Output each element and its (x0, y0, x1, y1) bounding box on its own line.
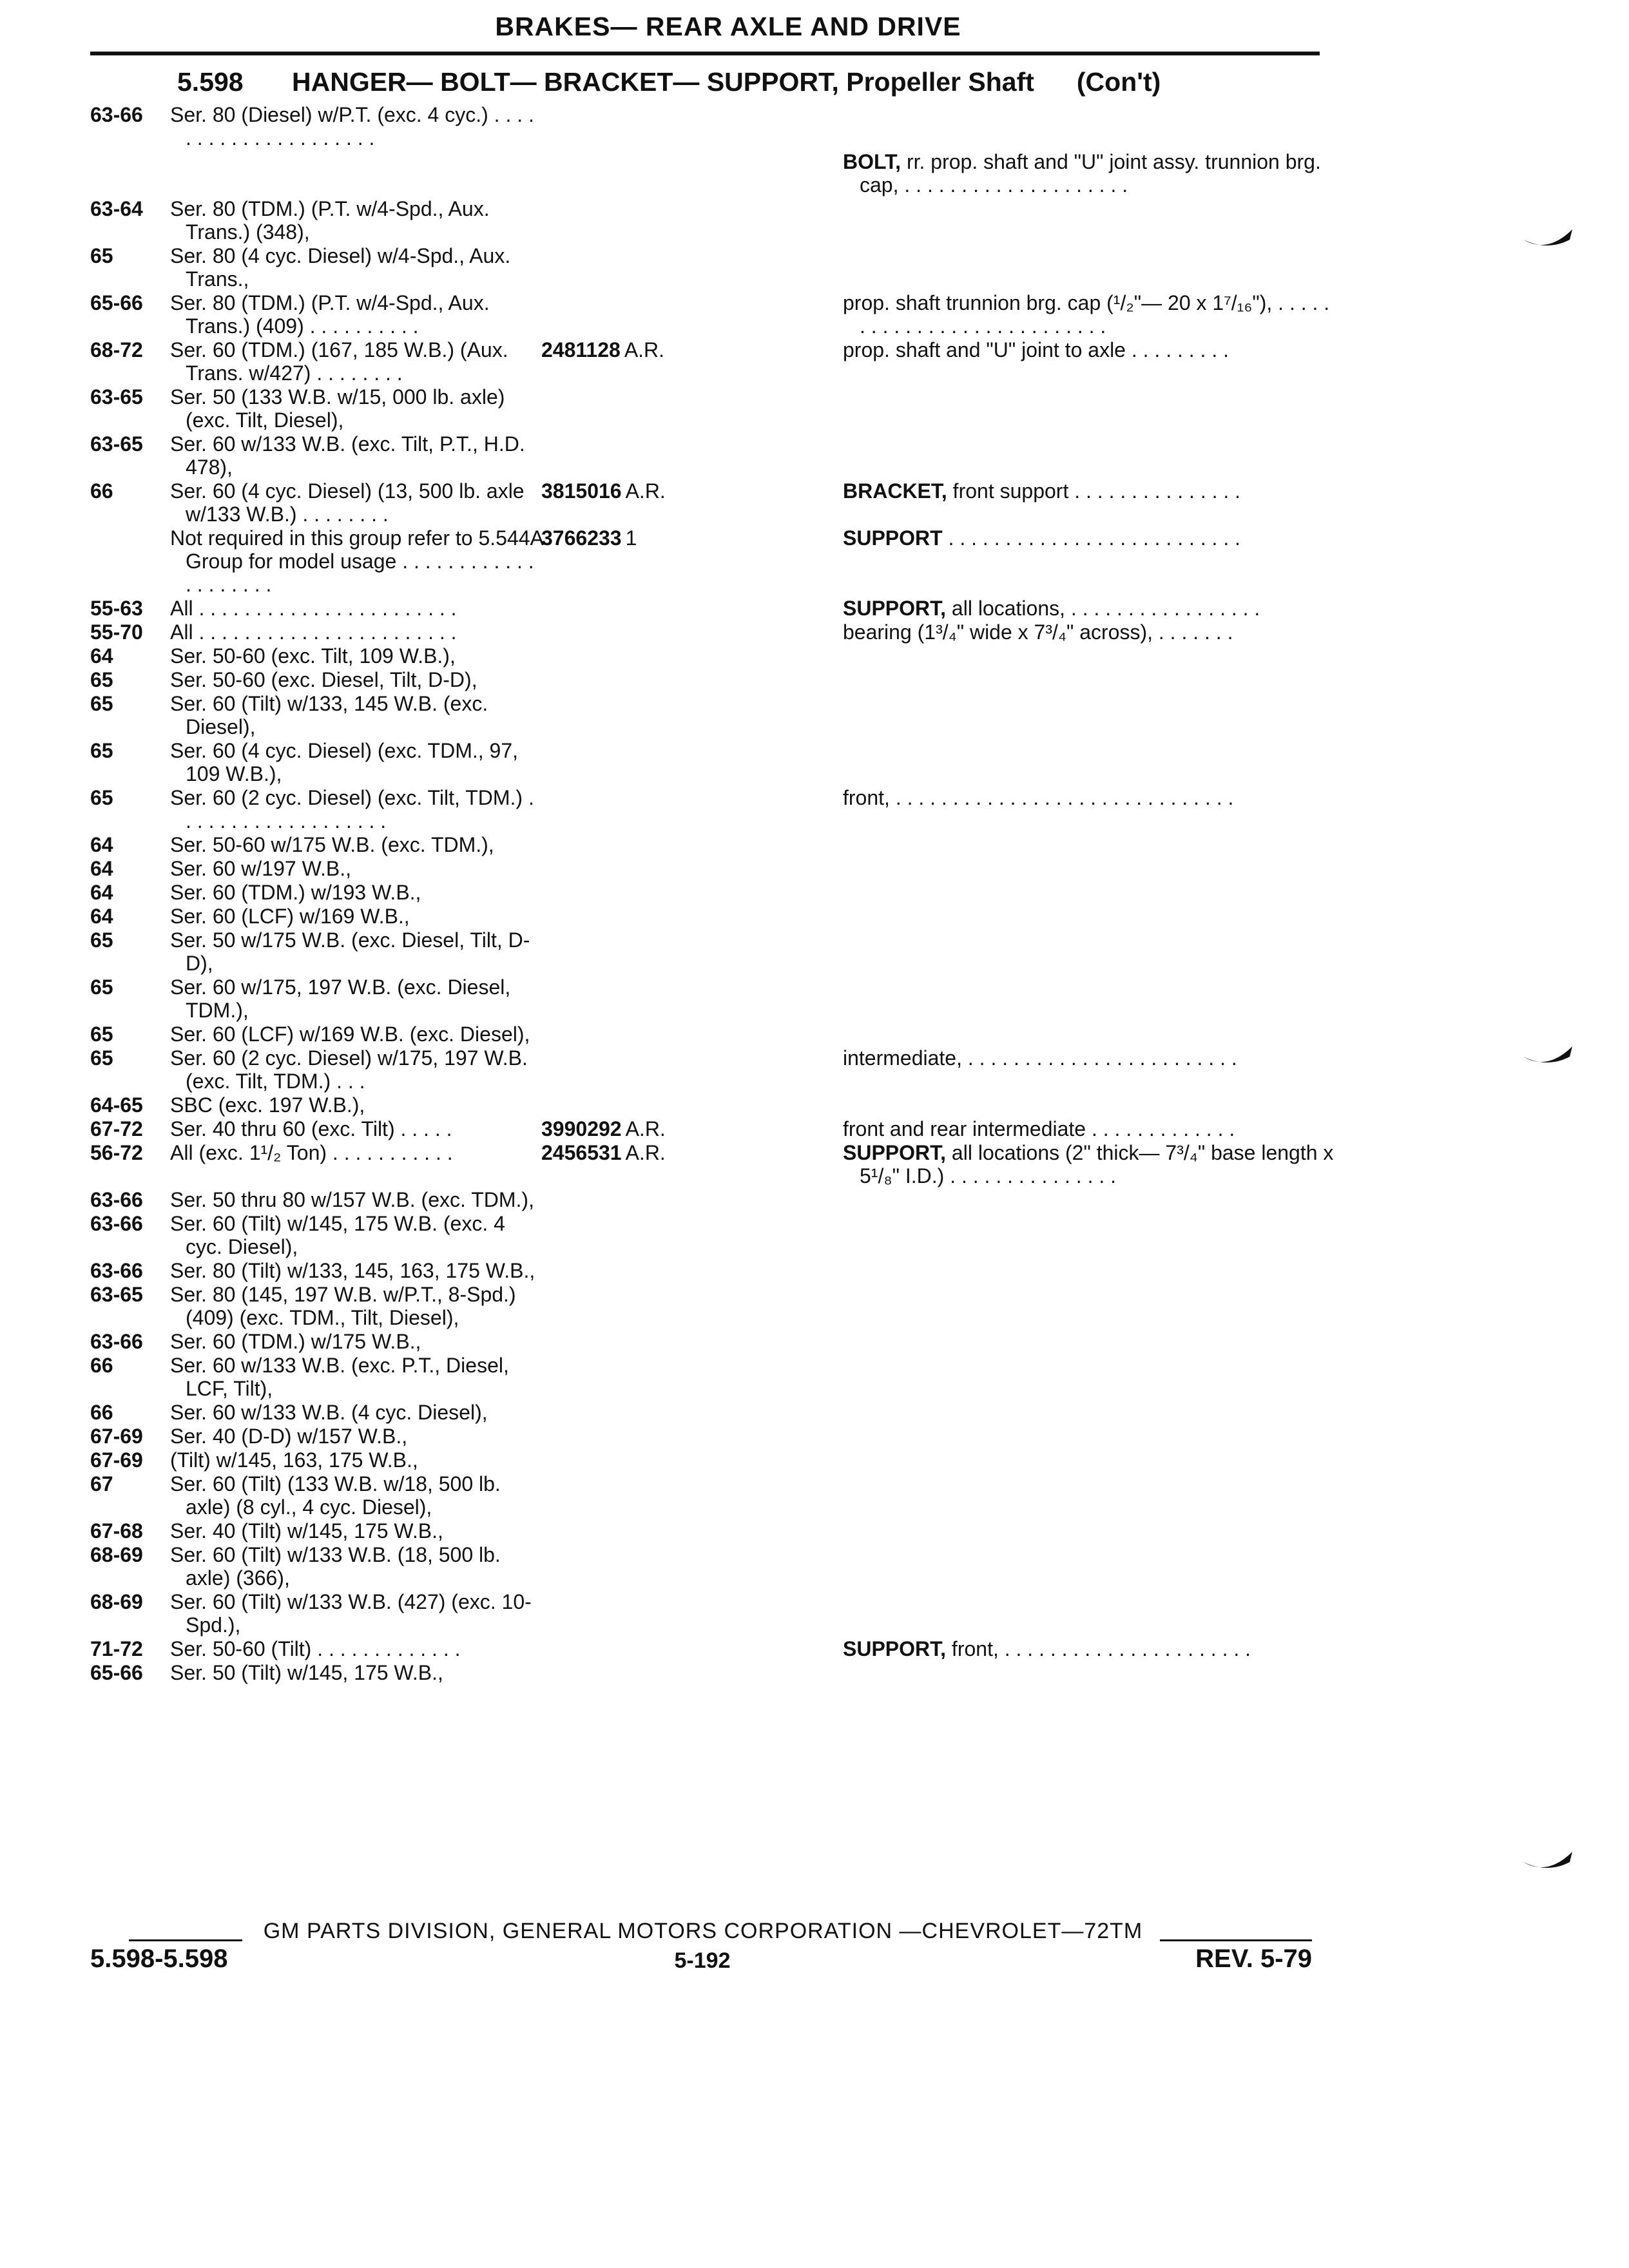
listing-row (0, 668, 1629, 692)
model-years: 63-65 (90, 1283, 143, 1306)
description (843, 338, 1336, 361)
description (843, 597, 1336, 620)
listing-row (0, 1472, 1629, 1519)
part-number-cell (541, 291, 696, 314)
part-number-cell (541, 597, 696, 620)
part-number: 2456531 (541, 1141, 622, 1164)
model-years: 63-66 (90, 1330, 143, 1353)
description-keyword: SUPPORT (843, 526, 943, 550)
listing-row (0, 1637, 1629, 1661)
part-number: 2481128 (541, 338, 621, 361)
part-number-cell (541, 668, 696, 691)
model-years: 65 (90, 1046, 113, 1070)
listing-row (0, 692, 1629, 739)
listing-row (0, 1141, 1629, 1188)
part-number-cell (541, 1212, 696, 1235)
part-number-cell (541, 1093, 696, 1117)
listing-row (0, 905, 1629, 928)
model-years: 65 (90, 975, 113, 999)
listing-row (0, 1519, 1629, 1543)
publisher-line: GM PARTS DIVISION, GENERAL MOTORS CORPORATION —CHEVROLET—72TM (263, 1919, 1143, 1943)
application: Ser. 60 (4 cyc. Diesel) (13, 500 lb. axle w/133 W.B.) . . . . . . . . (170, 479, 525, 526)
model-years: 65 (90, 692, 113, 715)
description-keyword: BRACKET, (843, 479, 947, 503)
listing-row (0, 244, 1629, 291)
description-text: front, . . . . . . . . . . . . . . . . . . . . . . . . . . . . . . (843, 786, 1234, 809)
quantity: A.R. (625, 479, 666, 503)
application: Ser. 60 (LCF) w/169 W.B., (170, 905, 410, 928)
description-text: front support . . . . . . . . . . . . . . . (947, 479, 1241, 503)
model-years: 64 (90, 905, 113, 928)
part-number-cell (541, 479, 696, 503)
model-years: 67 (90, 1472, 113, 1495)
listing-row (0, 479, 1629, 526)
description-keyword: SUPPORT, (843, 1637, 947, 1660)
part-number-cell (541, 1117, 696, 1140)
description (843, 1141, 1336, 1187)
parts-listing (0, 103, 1629, 1685)
model-years: 55-63 (90, 597, 143, 620)
part-number-cell (541, 1354, 696, 1377)
model-years: 56-72 (90, 1141, 143, 1164)
application: All . . . . . . . . . . . . . . . . . . . . . . . (170, 597, 457, 620)
application: Ser. 80 (Diesel) w/P.T. (exc. 4 cyc.) . . . . . . . . . . . . . . . . . . . . . (170, 103, 534, 149)
part-number-cell (541, 1425, 696, 1448)
listing-row (0, 432, 1629, 479)
listing-row (0, 1023, 1629, 1046)
model-years: 67-69 (90, 1448, 143, 1472)
part-number-cell (541, 1401, 696, 1424)
model-years: 71-72 (90, 1637, 143, 1660)
listing-row (0, 1188, 1629, 1212)
quantity: 1 (625, 526, 637, 550)
model-years: 64-65 (90, 1093, 143, 1117)
description (843, 786, 1336, 809)
application: Ser. 50-60 (exc. Tilt, 109 W.B.), (170, 644, 456, 668)
application: Ser. 50-60 (exc. Diesel, Tilt, D-D), (170, 668, 477, 691)
model-years: 66 (90, 1401, 113, 1424)
application: Ser. 80 (TDM.) (P.T. w/4-Spd., Aux. Trans.) (348), (170, 197, 490, 244)
part-number-cell (541, 975, 696, 999)
part-number-cell (541, 1448, 696, 1472)
continued-label: (Con't) (1076, 67, 1161, 97)
part-number-cell (541, 197, 696, 220)
model-years: 63-65 (90, 432, 143, 456)
application: Ser. 60 (2 cyc. Diesel) w/175, 197 W.B. (exc. Tilt, TDM.) . . . (170, 1046, 528, 1093)
part-number-cell (541, 1543, 696, 1566)
footer-rule-left (129, 1939, 242, 1941)
listing-row (0, 597, 1629, 620)
description (843, 526, 1336, 550)
part-number-cell (541, 857, 696, 880)
application: Ser. 60 (Tilt) w/133 W.B. (18, 500 lb. axle) (366), (170, 1543, 501, 1590)
part-number-cell (541, 1283, 696, 1306)
application: Ser. 60 (Tilt) w/133, 145 W.B. (exc. Diesel), (170, 692, 488, 738)
description-text: all locations, . . . . . . . . . . . . . . . . . (946, 597, 1260, 620)
application: Ser. 60 (2 cyc. Diesel) (exc. Tilt, TDM.) . . . . . . . . . . . . . . . . . . . (170, 786, 534, 832)
application: Ser. 80 (TDM.) (P.T. w/4-Spd., Aux. Trans.) (409) . . . . . . . . . . (170, 291, 490, 338)
listing-row (0, 103, 1629, 150)
part-number: 3990292 (541, 1117, 622, 1140)
application: Ser. 40 (Tilt) w/145, 175 W.B., (170, 1519, 443, 1542)
model-years: 65 (90, 739, 113, 762)
model-years: 64 (90, 644, 113, 668)
model-years: 64 (90, 833, 113, 856)
application: Ser. 60 (TDM.) w/175 W.B., (170, 1330, 421, 1353)
listing-row (0, 786, 1629, 833)
model-years: 63-66 (90, 1259, 143, 1282)
application: Ser. 60 (TDM.) (167, 185 W.B.) (Aux. Trans. w/427) . . . . . . . . (170, 338, 508, 385)
description (843, 150, 1336, 197)
application: Ser. 60 (4 cyc. Diesel) (exc. TDM., 97, 109 W.B.), (170, 739, 519, 785)
part-number-cell (541, 1519, 696, 1542)
model-years: 63-66 (90, 103, 143, 126)
application: Ser. 60 w/175, 197 W.B. (exc. Diesel, TDM.), (170, 975, 511, 1022)
model-years: 65-66 (90, 291, 143, 314)
part-number-cell (541, 881, 696, 904)
application: Ser. 50-60 w/175 W.B. (exc. TDM.), (170, 833, 494, 856)
model-years: 63-66 (90, 1188, 143, 1211)
description (843, 479, 1336, 503)
section-number: 5.598 (177, 67, 244, 97)
application: Ser. 50 (Tilt) w/145, 175 W.B., (170, 1661, 443, 1684)
listing-row (0, 1046, 1629, 1093)
model-years: 64 (90, 857, 113, 880)
model-years: 65 (90, 786, 113, 809)
application: Ser. 60 (TDM.) w/193 W.B., (170, 881, 421, 904)
application: All . . . . . . . . . . . . . . . . . . . . . . . (170, 620, 457, 644)
listing-row (0, 620, 1629, 644)
model-years: 66 (90, 479, 113, 503)
part-number: 3815016 (541, 479, 622, 503)
listing-row (0, 385, 1629, 432)
part-number-cell (541, 103, 696, 126)
application: Ser. 60 w/133 W.B. (exc. P.T., Diesel, LCF, Tilt), (170, 1354, 509, 1400)
listing-row (0, 1117, 1629, 1141)
listing-row (0, 881, 1629, 905)
part-number-cell (541, 1330, 696, 1353)
listing-row (0, 975, 1629, 1023)
description (843, 1637, 1336, 1660)
description-text: prop. shaft and "U" joint to axle . . . . . . . . . (843, 338, 1229, 361)
part-number-cell (541, 1023, 696, 1046)
application: Ser. 80 (145, 197 W.B. w/P.T., 8-Spd.) (409) (exc. TDM., Tilt, Diesel), (170, 1283, 516, 1329)
part-number-cell (541, 1661, 696, 1684)
revision-label: REV. 5-79 (1195, 1945, 1312, 1973)
model-years: 64 (90, 881, 113, 904)
application: Ser. 40 thru 60 (exc. Tilt) . . . . . (170, 1117, 452, 1140)
listing-row (0, 1283, 1629, 1330)
part-number-cell (541, 526, 696, 550)
listing-row (0, 1661, 1629, 1685)
application: All (exc. 1¹/₂ Ton) . . . . . . . . . . . (170, 1141, 453, 1164)
listing-row (0, 1330, 1629, 1354)
header-rule (90, 52, 1320, 55)
description-text: . . . . . . . . . . . . . . . . . . . . . . . . . . (942, 526, 1240, 550)
section-title (177, 67, 1161, 97)
part-number-cell (541, 644, 696, 668)
application: Ser. 50 (133 W.B. w/15, 000 lb. axle) (exc. Tilt, Diesel), (170, 385, 505, 432)
description-text: front, . . . . . . . . . . . . . . . . . . . . . . (946, 1637, 1251, 1660)
application: Ser. 60 (LCF) w/169 W.B. (exc. Diesel), (170, 1023, 530, 1046)
part-number: 3766233 (541, 526, 622, 550)
application: Ser. 50 w/175 W.B. (exc. Diesel, Tilt, D-D), (170, 928, 530, 975)
listing-row (0, 1401, 1629, 1425)
part-number-cell (541, 1188, 696, 1211)
model-years: 67-72 (90, 1117, 143, 1140)
part-number-cell (541, 692, 696, 715)
part-number-cell (541, 620, 696, 644)
application: Ser. 60 (Tilt) (133 W.B. w/18, 500 lb. axle) (8 cyl., 4 cyc. Diesel), (170, 1472, 501, 1519)
quantity: A.R. (625, 1141, 666, 1164)
listing-row (0, 338, 1629, 385)
description (843, 620, 1336, 644)
model-years: 63-65 (90, 385, 143, 408)
description (843, 1046, 1336, 1070)
listing-row (0, 1448, 1629, 1472)
application: Ser. 60 w/133 W.B. (exc. Tilt, P.T., H.D. 478), (170, 432, 525, 479)
application: Ser. 80 (Tilt) w/133, 145, 163, 175 W.B., (170, 1259, 535, 1282)
model-years: 68-72 (90, 338, 143, 361)
listing-row (0, 150, 1629, 197)
part-number-cell (541, 786, 696, 809)
running-head: BRAKES— REAR AXLE AND DRIVE (495, 12, 961, 41)
application: Ser. 50 thru 80 w/157 W.B. (exc. TDM.), (170, 1188, 534, 1211)
description-text: front and rear intermediate . . . . . . . . . . . . . (843, 1117, 1235, 1140)
model-years: 68-69 (90, 1543, 143, 1566)
part-number-cell (541, 338, 696, 361)
listing-row (0, 1425, 1629, 1448)
description-text: bearing (1³/₄" wide x 7³/₄" across), . . . . . . . (843, 620, 1233, 644)
part-number-cell (541, 739, 696, 762)
application: Ser. 60 (Tilt) w/145, 175 W.B. (exc. 4 cyc. Diesel), (170, 1212, 505, 1258)
listing-row (0, 857, 1629, 881)
model-years: 65 (90, 668, 113, 691)
description (843, 291, 1336, 338)
model-years: 67-69 (90, 1425, 143, 1448)
model-years: 65-66 (90, 1661, 143, 1684)
description-text: all locations (2" thick— 7³/₄" base length x 5¹/₈" I.D.) . . . . . . . . . . . . . . . (860, 1141, 1334, 1187)
description-text: intermediate, . . . . . . . . . . . . . . . . . . . . . . . . (843, 1046, 1237, 1070)
description (843, 1117, 1336, 1140)
part-number-cell (541, 833, 696, 856)
listing-row (0, 1543, 1629, 1590)
listing-row (0, 1093, 1629, 1117)
part-number-cell (541, 1259, 696, 1282)
listing-row (0, 1259, 1629, 1283)
part-number-cell (541, 150, 696, 173)
binder-hole-mark (1522, 226, 1574, 251)
model-years: 68-69 (90, 1590, 143, 1613)
page-number: 5-192 (674, 1948, 731, 1973)
section-range: 5.598-5.598 (90, 1945, 228, 1973)
application: Ser. 60 w/133 W.B. (4 cyc. Diesel), (170, 1401, 488, 1424)
model-years: 65 (90, 1023, 113, 1046)
part-number-cell (541, 905, 696, 928)
model-years: 65 (90, 244, 113, 267)
listing-row (0, 197, 1629, 244)
application: Ser. 60 w/197 W.B., (170, 857, 352, 880)
listing-row (0, 291, 1629, 338)
listing-row (0, 526, 1629, 597)
model-years: 63-66 (90, 1212, 143, 1235)
quantity: A.R. (624, 338, 665, 361)
description-keyword: SUPPORT, (843, 1141, 947, 1164)
listing-row (0, 739, 1629, 786)
description-keyword: SUPPORT, (843, 597, 947, 620)
application: Ser. 80 (4 cyc. Diesel) w/4-Spd., Aux. Trans., (170, 244, 511, 291)
part-number-cell (541, 385, 696, 408)
application: SBC (exc. 197 W.B.), (170, 1093, 365, 1117)
part-number-cell (541, 1472, 696, 1495)
listing-row (0, 1354, 1629, 1401)
model-years: 63-64 (90, 197, 143, 220)
listing-row (0, 833, 1629, 857)
binder-hole-mark (1522, 1848, 1574, 1874)
description-text: rr. prop. shaft and "U" joint assy. trunnion brg. cap, . . . . . . . . . . . . . . . . . . . . (860, 150, 1321, 197)
part-number-cell (541, 1590, 696, 1613)
part-number-cell (541, 928, 696, 952)
model-years: 67-68 (90, 1519, 143, 1542)
application: Ser. 50-60 (Tilt) . . . . . . . . . . . . . (170, 1637, 461, 1660)
part-number-cell (541, 432, 696, 456)
application: Ser. 40 (D-D) w/157 W.B., (170, 1425, 408, 1448)
listing-row (0, 1212, 1629, 1259)
model-years: 55-70 (90, 620, 143, 644)
listing-row (0, 644, 1629, 668)
application: (Tilt) w/145, 163, 175 W.B., (170, 1448, 418, 1472)
part-number-cell (541, 1046, 696, 1070)
quantity: A.R. (625, 1117, 666, 1140)
part-number-cell (541, 1637, 696, 1660)
binder-hole-mark (1522, 1043, 1574, 1068)
listing-row (0, 928, 1629, 975)
footer-rule-right (1160, 1939, 1312, 1941)
application: Ser. 60 (Tilt) w/133 W.B. (427) (exc. 10-Spd.), (170, 1590, 532, 1637)
description-keyword: BOLT, (843, 150, 901, 173)
description-text: prop. shaft trunnion brg. cap (¹/₂"— 20 x 1⁷/₁₆"), . . . . . . . . . . . . . . . . . . . . . . . . . . . (843, 291, 1330, 338)
listing-row (0, 1590, 1629, 1637)
application: Not required in this group refer to 5.544A Group for model usage . . . . . . . . . . . . . . . . . . . . (170, 526, 543, 596)
part-number-cell (541, 244, 696, 267)
section-title-text: HANGER— BOLT— BRACKET— SUPPORT, Propeller Shaft (292, 67, 1034, 97)
part-number-cell (541, 1141, 696, 1164)
model-years: 66 (90, 1354, 113, 1377)
model-years: 65 (90, 928, 113, 952)
